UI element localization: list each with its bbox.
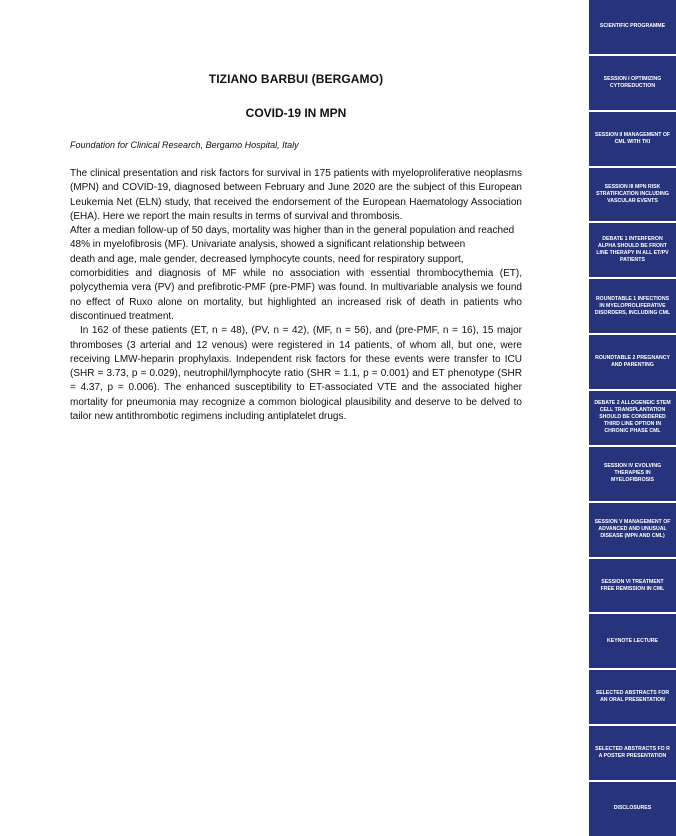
page-title: COVID-19 IN MPN [245, 106, 347, 120]
sidebar-item-poster-abstracts[interactable]: SELECTED ABSTRACTS FO R A POSTER PRESENTATION [589, 726, 676, 780]
abstract-body [70, 167, 522, 424]
sidebar-item-session-1[interactable]: SESSION I OPTIMIZING CYTOREDUCTION [589, 56, 676, 110]
abstract-paragraph: death and age, male gender, decreased lymphocyte counts, need for respiratory support, [70, 253, 464, 265]
sidebar-item-roundtable-1[interactable]: ROUNDTABLE 1 INFECTIONS IN MYELOPROLIFERATIVE DISORDERS, INCLUDING CML [589, 279, 676, 333]
abstract-paragraph: The clinical presentation and risk factors for survival in 175 patients with myeloproliferative neoplasms (MPN) and COVID-19, diagnosed between February and June 2020 are the subject of this European Leukemia Net (ELN) study, that received the endorsement of the European Haematology Association (EHA). Here we report the main results in terms of survival and thrombosis. [70, 168, 522, 222]
sidebar-item-session-2[interactable]: SESSION II MANAGEMENT OF CML WITH TKI [589, 112, 676, 166]
sidebar-item-keynote-lecture[interactable]: KEYNOTE LECTURE [589, 614, 676, 668]
sidebar-nav [589, 0, 676, 836]
sidebar-item-session-4[interactable]: SESSION IV EVOLVING THERAPIES IN MYELOFIBROSIS [589, 447, 676, 501]
sidebar-item-debate-1[interactable]: DEBATE 1 INTERFERON ALPHA SHOULD BE FRONT LINE THERAPY IN ALL ET/PV PATIENTS [589, 223, 676, 277]
sidebar-item-scientific-programme[interactable]: SCIENTIFIC PROGRAMME [589, 0, 676, 54]
abstract-paragraph: After a median follow-up of 50 days, mortality was higher than in the general population and reached 48% in myelofibrosis (MF). Univariate analysis, showed a significant relationship between [70, 225, 515, 251]
sidebar-item-roundtable-2[interactable]: ROUNDTABLE 2 PREGNANCY AND PARENTING [589, 335, 676, 389]
sidebar-item-oral-abstracts[interactable]: SELECTED ABSTRACTS FOR AN ORAL PRESENTATION [589, 670, 676, 724]
abstract-paragraph: In 162 of these patients (ET, n = 48), (PV, n = 42), (MF, n = 56), and (pre-PMF, n = 16), 15 major thromboses (3 arterial and 12 venous) were registered in 14 patients, of whom all, but one, were receiving LMW-heparin prophylaxis. Independent risk factors for these events were transfer to ICU (SHR = 3.73, p = 0.029), neutrophil/lymphocyte ratio (SHR = 1.1, p = 0.001) and ET phenotype (SHR = 4.37, p = 0.006). The enhanced susceptibility to ET-associated VTE and the associated higher mortality for pneumonia may recognize a common biological plausibility and deserve to be delved to tailor new antithrombotic regimens including antiplatelet drugs. [70, 325, 522, 423]
sidebar-item-session-6[interactable]: SESSION VI TREATMENT FREE REMISSION IN CML [589, 559, 676, 613]
sidebar-item-session-5[interactable]: SESSION V MANAGEMENT OF ADVANCED AND UNUSUAL DISEASE (MPN AND CML) [589, 503, 676, 557]
sidebar-item-session-3[interactable]: SESSION III MPN RISK STRATIFICATION INCLUDING VASCULAR EVENTS [589, 168, 676, 222]
affiliation: Foundation for Clinical Research, Bergamo Hospital, Italy [70, 140, 299, 150]
abstract-paragraph: comorbidities and diagnosis of MF while no association with essential thrombocythemia (ET), polycythemia vera (PV) and prefibrotic-PMF (pre-PMF) was found. In multivariable analysis we found no effect of Ruxo alone on mortality, but highlighted an increased risk of death in patients who discontinued treatment. [70, 268, 522, 322]
sidebar-item-debate-2[interactable]: DEBATE 2 ALLOGENEIC STEM CELL TRANSPLANTATION SHOULD BE CONSIDERED THIRD LINE OPTION IN CHRONIC PHASE CML [589, 391, 676, 445]
sidebar-item-disclosures[interactable]: DISCLOSURES [589, 782, 676, 836]
author-heading: TIZIANO BARBUI (BERGAMO) [208, 72, 384, 86]
